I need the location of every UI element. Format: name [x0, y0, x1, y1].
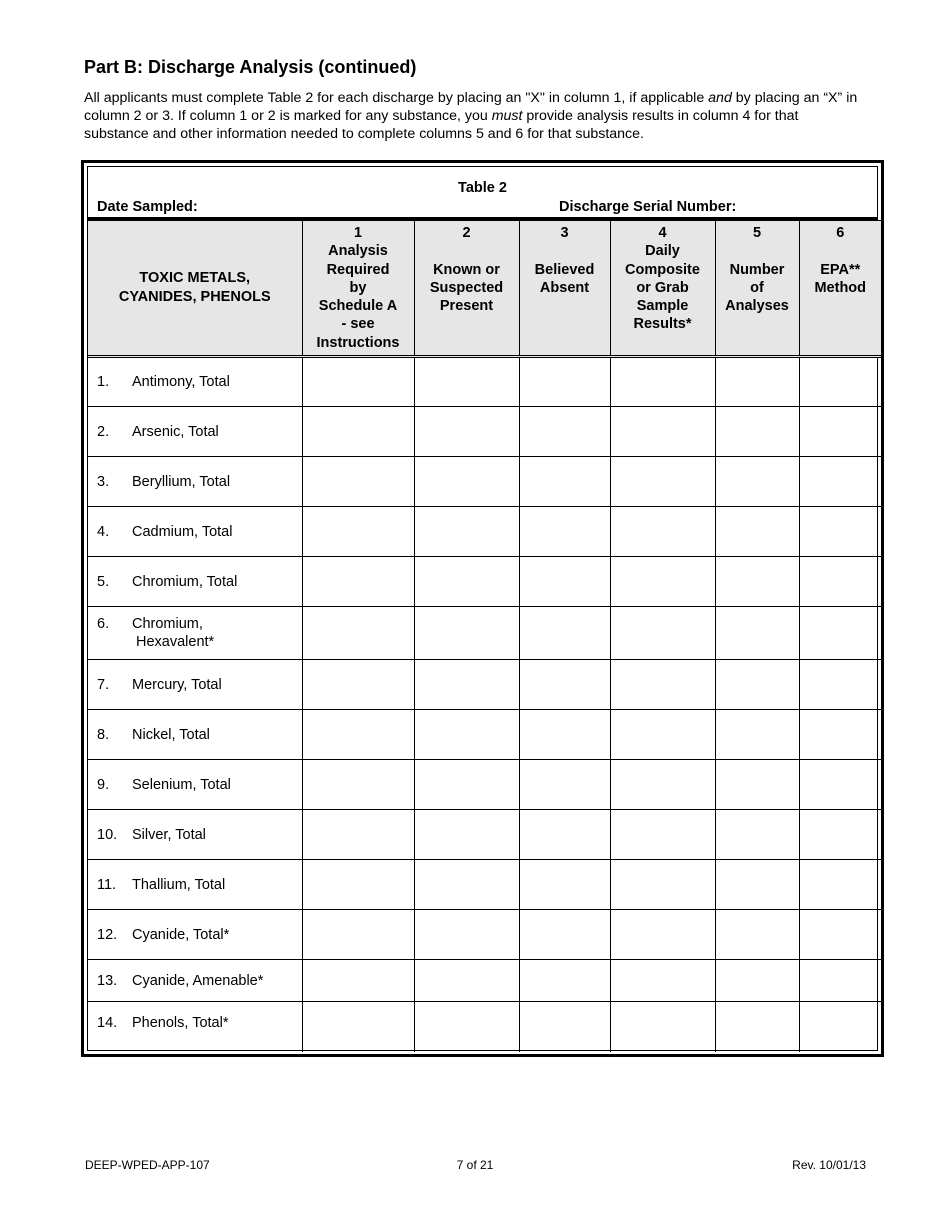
sample-results-cell[interactable]: [610, 960, 715, 1002]
table-row: [88, 1002, 881, 1052]
analysis-required-cell[interactable]: [302, 810, 414, 860]
row-number: 3.: [97, 473, 110, 490]
table-row: [88, 960, 881, 1002]
substance-cell: [88, 607, 302, 660]
epa-method-cell[interactable]: [799, 760, 881, 810]
header-col-1-line: Schedule A: [318, 298, 398, 315]
table-title: Table 2: [458, 180, 507, 196]
substance-name: Mercury, Total: [132, 676, 222, 693]
revision-date: Rev. 10/01/13: [792, 1158, 866, 1172]
epa-method-cell[interactable]: [799, 960, 881, 1002]
header-col-3: [519, 221, 610, 357]
analysis-required-cell[interactable]: [302, 607, 414, 660]
believed-absent-cell[interactable]: [519, 457, 610, 507]
number-of-analyses-cell[interactable]: [715, 760, 799, 810]
row-number: 2.: [97, 423, 110, 440]
table-row: [88, 760, 881, 810]
header-col-2-line: Suspected: [429, 279, 504, 296]
table-row: [88, 810, 881, 860]
substance-cell: [88, 407, 302, 457]
intro-text-2: by placing an “X” in column 2 or 3. If column 1 or 2 is marked for any substance, you: [84, 90, 858, 124]
number-of-analyses-cell[interactable]: [715, 557, 799, 607]
substance-name-line-2: Hexavalent*: [136, 634, 215, 650]
substance-cell: [88, 660, 302, 710]
known-present-cell[interactable]: [414, 660, 519, 710]
analysis-required-cell[interactable]: [302, 1002, 414, 1052]
sample-results-cell[interactable]: [610, 407, 715, 457]
sample-results-cell[interactable]: [610, 860, 715, 910]
header-col-1-line: by: [349, 279, 367, 296]
analysis-required-cell[interactable]: [302, 760, 414, 810]
sample-results-cell[interactable]: [610, 1002, 715, 1052]
analysis-required-cell[interactable]: [302, 660, 414, 710]
analysis-required-cell[interactable]: [302, 960, 414, 1002]
believed-absent-cell[interactable]: [519, 710, 610, 760]
known-present-cell[interactable]: [414, 1002, 519, 1052]
analysis-required-cell[interactable]: [302, 457, 414, 507]
epa-method-cell[interactable]: [799, 910, 881, 960]
header-col-3-line: Believed: [534, 261, 595, 278]
header-col-3-number: 3: [560, 225, 569, 241]
intro-text-3: provide analysis results in column 4 for that substance and other information needed to complete columns 5 and 6 for that substance.: [84, 108, 799, 142]
number-of-analyses-cell[interactable]: [715, 507, 799, 557]
row-number: 8.: [97, 726, 110, 743]
header-col-5: [715, 221, 799, 357]
table-row: [88, 507, 881, 557]
table-2-frame: [81, 160, 884, 1057]
header-col-1: [302, 221, 414, 357]
epa-method-cell[interactable]: [799, 607, 881, 660]
substance-cell: [88, 960, 302, 1002]
substance-name: Arsenic, Total: [132, 423, 219, 440]
sample-results-cell[interactable]: [610, 810, 715, 860]
number-of-analyses-cell[interactable]: [715, 607, 799, 660]
table-row: [88, 910, 881, 960]
known-present-cell[interactable]: [414, 860, 519, 910]
believed-absent-cell[interactable]: [519, 960, 610, 1002]
known-present-cell[interactable]: [414, 607, 519, 660]
epa-method-cell[interactable]: [799, 1002, 881, 1052]
header-col-1-line: Analysis: [328, 243, 388, 260]
epa-method-cell[interactable]: [799, 860, 881, 910]
substance-name: Thallium, Total: [132, 876, 226, 893]
table-2-inner: [87, 166, 878, 1051]
header-col-5-line: Analyses: [725, 298, 789, 315]
analysis-required-cell[interactable]: [302, 710, 414, 760]
number-of-analyses-cell[interactable]: [715, 457, 799, 507]
known-present-cell[interactable]: [414, 960, 519, 1002]
header-col-4-line: Daily: [645, 243, 680, 260]
epa-method-cell[interactable]: [799, 357, 881, 407]
known-present-cell[interactable]: [414, 810, 519, 860]
header-col-2-line: Present: [439, 298, 494, 315]
substance-cell: [88, 710, 302, 760]
form-id: DEEP-WPED-APP-107: [85, 1158, 210, 1172]
header-col-4-line: Results*: [633, 316, 692, 333]
substance-cell: [88, 507, 302, 557]
table-row: [88, 860, 881, 910]
analysis-required-cell[interactable]: [302, 407, 414, 457]
table-title-bar: [88, 167, 877, 220]
epa-method-cell[interactable]: [799, 810, 881, 860]
believed-absent-cell[interactable]: [519, 810, 610, 860]
substance-cell: [88, 557, 302, 607]
table-row: [88, 607, 881, 660]
header-col-5-line: Number: [729, 261, 785, 278]
sample-results-cell[interactable]: [610, 710, 715, 760]
header-substance-line-2: CYANIDES, PHENOLS: [118, 289, 271, 305]
header-col-5-spacer: [716, 242, 799, 260]
substance-name: Antimony, Total: [132, 374, 230, 390]
table-header-row: [88, 221, 881, 357]
substance-cell: [88, 910, 302, 960]
epa-method-cell[interactable]: [799, 557, 881, 607]
number-of-analyses-cell[interactable]: [715, 910, 799, 960]
page-number: 7 of 21: [456, 1158, 494, 1172]
sample-results-cell[interactable]: [610, 607, 715, 660]
header-col-4-line: Sample: [636, 298, 689, 315]
epa-method-cell[interactable]: [799, 660, 881, 710]
table-row: [88, 557, 881, 607]
analysis-required-cell[interactable]: [302, 357, 414, 407]
row-number: 4.: [97, 523, 110, 540]
substance-name: Beryllium, Total: [132, 473, 231, 490]
number-of-analyses-cell[interactable]: [715, 860, 799, 910]
sample-results-cell[interactable]: [610, 660, 715, 710]
substance-name: Cyanide, Amenable*: [132, 972, 264, 989]
sample-results-cell[interactable]: [610, 457, 715, 507]
header-col-4-line: Composite: [625, 261, 700, 278]
substance-name: Cyanide, Total*: [132, 926, 230, 943]
believed-absent-cell[interactable]: [519, 407, 610, 457]
number-of-analyses-cell[interactable]: [715, 357, 799, 407]
header-substance: [88, 221, 302, 357]
header-col-1-number: 1: [353, 225, 363, 241]
header-col-1-line: Required: [326, 261, 390, 278]
believed-absent-cell[interactable]: [519, 860, 610, 910]
row-number: 9.: [97, 776, 110, 793]
substance-cell: [88, 810, 302, 860]
known-present-cell[interactable]: [414, 457, 519, 507]
analysis-required-cell[interactable]: [302, 860, 414, 910]
analysis-required-cell[interactable]: [302, 507, 414, 557]
header-col-3-line: Absent: [539, 279, 590, 296]
analysis-required-cell[interactable]: [302, 910, 414, 960]
date-sampled-label: Date Sampled:: [97, 199, 198, 215]
number-of-analyses-cell[interactable]: [715, 660, 799, 710]
header-substance-line-1: TOXIC METALS,: [139, 270, 251, 286]
believed-absent-cell[interactable]: [519, 910, 610, 960]
header-col-4-number: 4: [658, 225, 667, 241]
table-row: [88, 407, 881, 457]
discharge-analysis-table: [88, 220, 881, 1052]
substance-name: Selenium, Total: [132, 776, 231, 793]
number-of-analyses-cell[interactable]: [715, 810, 799, 860]
number-of-analyses-cell[interactable]: [715, 960, 799, 1002]
sample-results-cell[interactable]: [610, 357, 715, 407]
row-number: 13.: [97, 972, 118, 989]
row-number: 5.: [97, 573, 110, 590]
row-number: 1.: [97, 374, 110, 390]
known-present-cell[interactable]: [414, 407, 519, 457]
header-col-5-line: of: [750, 279, 764, 296]
sample-results-cell[interactable]: [610, 507, 715, 557]
analysis-required-cell[interactable]: [302, 557, 414, 607]
known-present-cell[interactable]: [414, 760, 519, 810]
page-heading: Part B: Discharge Analysis (continued): [84, 57, 417, 77]
number-of-analyses-cell[interactable]: [715, 407, 799, 457]
sample-results-cell[interactable]: [610, 760, 715, 810]
intro-text-1: All applicants must complete Table 2 for each discharge by placing an "X" in column 1, if applicable: [84, 90, 709, 106]
header-col-4: [610, 221, 715, 357]
header-col-5-number: 5: [752, 225, 762, 241]
header-col-4-line: or Grab: [636, 279, 689, 296]
substance-cell: [88, 860, 302, 910]
header-col-2-number: 2: [462, 225, 471, 241]
sample-results-cell[interactable]: [610, 910, 715, 960]
believed-absent-cell[interactable]: [519, 357, 610, 407]
table-row: [88, 710, 881, 760]
substance-name-line-1: Chromium,: [132, 616, 203, 632]
header-col-3-spacer: [520, 242, 610, 260]
substance-name: Phenols, Total*: [132, 1015, 229, 1031]
table-row: [88, 457, 881, 507]
epa-method-cell[interactable]: [799, 457, 881, 507]
known-present-cell[interactable]: [414, 910, 519, 960]
header-col-2-line: Known or: [433, 261, 500, 278]
table-row: [88, 357, 881, 407]
row-number: 6.: [97, 616, 110, 632]
substance-name: Chromium, Total: [132, 573, 238, 590]
header-col-6-line: Method: [814, 279, 867, 296]
instructions-paragraph: [84, 89, 864, 143]
known-present-cell[interactable]: [414, 507, 519, 557]
substance-cell: [88, 457, 302, 507]
epa-method-cell[interactable]: [799, 710, 881, 760]
substance-name: Nickel, Total: [132, 726, 210, 743]
header-col-1-line: Instructions: [316, 334, 400, 351]
row-number: 14.: [97, 1015, 118, 1031]
known-present-cell[interactable]: [414, 357, 519, 407]
row-number: 12.: [97, 926, 118, 943]
header-col-6: [799, 221, 881, 357]
believed-absent-cell[interactable]: [519, 507, 610, 557]
row-number: 10.: [97, 826, 118, 843]
epa-method-cell[interactable]: [799, 507, 881, 557]
table-row: [88, 660, 881, 710]
epa-method-cell[interactable]: [799, 407, 881, 457]
believed-absent-cell[interactable]: [519, 1002, 610, 1052]
header-col-6-line: EPA**: [820, 261, 861, 278]
believed-absent-cell[interactable]: [519, 760, 610, 810]
believed-absent-cell[interactable]: [519, 660, 610, 710]
row-number: 11.: [97, 876, 117, 893]
number-of-analyses-cell[interactable]: [715, 1002, 799, 1052]
header-col-1-line: - see: [341, 316, 375, 333]
header-col-2-spacer: [415, 242, 519, 260]
header-col-2: [414, 221, 519, 357]
intro-emphasis-must: must: [491, 108, 523, 124]
known-present-cell[interactable]: [414, 710, 519, 760]
believed-absent-cell[interactable]: [519, 557, 610, 607]
known-present-cell[interactable]: [414, 557, 519, 607]
substance-name: Silver, Total: [132, 826, 206, 843]
discharge-serial-number-label: Discharge Serial Number:: [559, 199, 737, 215]
substance-name: [132, 615, 302, 651]
substance-cell: [88, 1002, 302, 1052]
substance-name: Cadmium, Total: [132, 523, 233, 540]
number-of-analyses-cell[interactable]: [715, 710, 799, 760]
substance-cell: [88, 760, 302, 810]
header-col-6-number: 6: [836, 225, 845, 241]
believed-absent-cell[interactable]: [519, 607, 610, 660]
substance-cell: [88, 357, 302, 407]
intro-emphasis-and: and: [708, 90, 732, 106]
header-col-6-spacer: [800, 242, 882, 260]
row-number: 7.: [97, 676, 110, 693]
sample-results-cell[interactable]: [610, 557, 715, 607]
